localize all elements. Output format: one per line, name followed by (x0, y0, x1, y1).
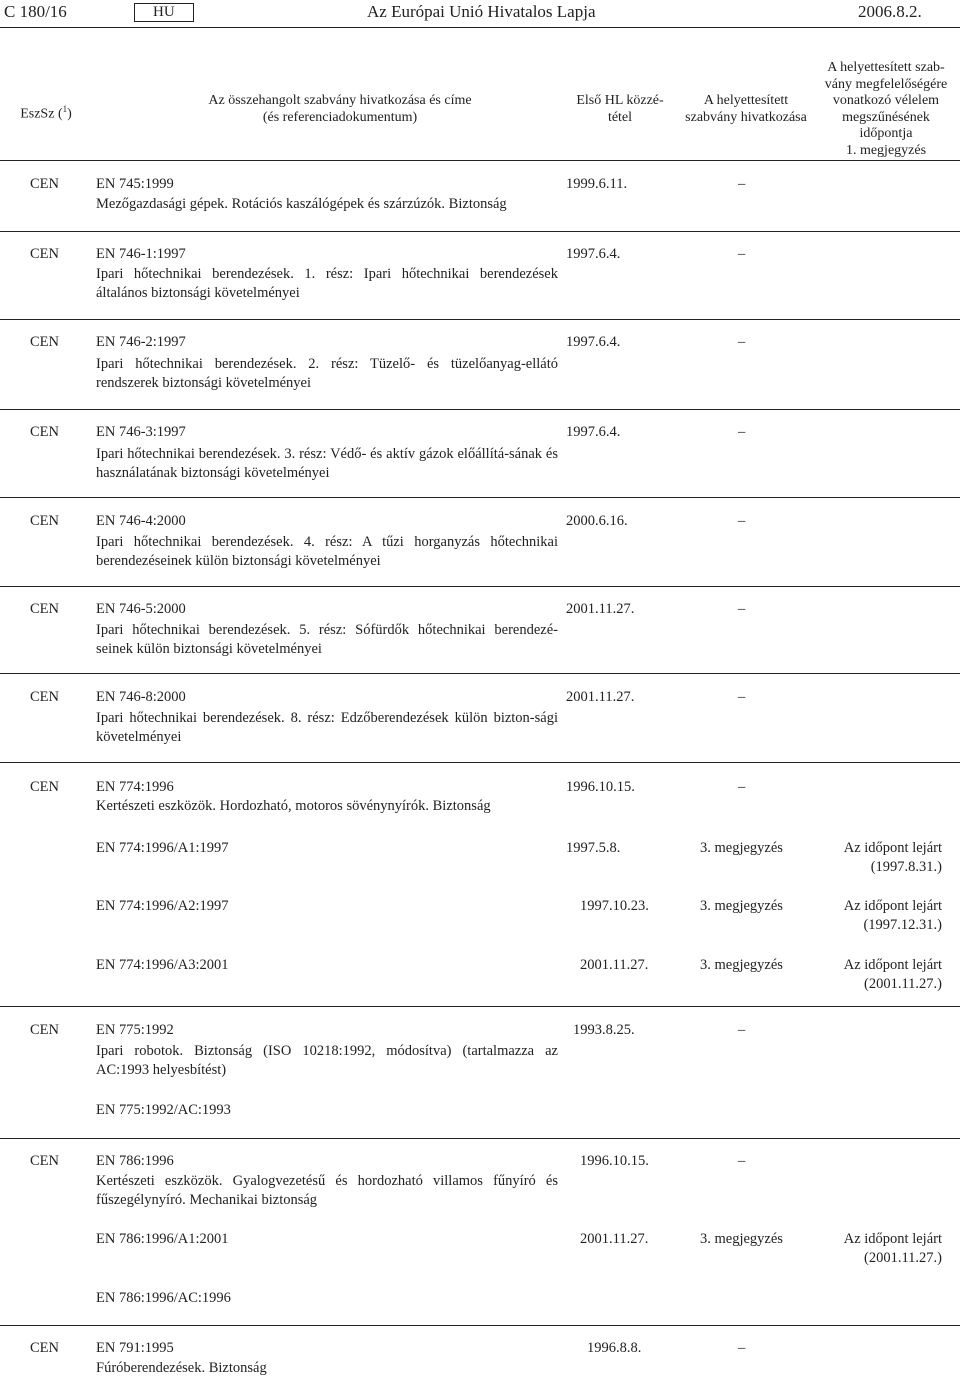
superseded-cell: – (738, 1340, 746, 1356)
publication-date-cell: 2001.11.27. (566, 601, 635, 617)
col-cessation-date: A helyettesített szab- vány megfelelőségére vonatkozó vélelem megszűnésének időpontja 1. megjegyzés (824, 60, 948, 158)
superseded-cell: 3. megjegyzés (700, 840, 783, 856)
cessation-date-cell: Az időpont lejárt (1997.8.31.) (843, 840, 942, 875)
org-cell: CEN (30, 334, 59, 350)
title-cell: Kertészeti eszközök. Gyalogvezetésű és hordozható villamos fűnyíró és fűszegélynyíró. Mechanikai biztonság (96, 1173, 558, 1208)
title-cell: Ipari hőtechnikai berendezések. 2. rész: Tüzelő- és tüzelőanyag-ellátó rendszerek biztonsági követelményei (96, 356, 558, 391)
superseded-cell: – (738, 1022, 746, 1038)
reference-cell: EN 746-8:2000 (96, 689, 186, 705)
org-cell: CEN (30, 689, 59, 705)
org-cell: CEN (30, 176, 59, 192)
page-reference: C 180/16 (4, 2, 67, 21)
reference-cell: EN 746-4:2000 (96, 513, 186, 529)
cessation-date-cell: Az időpont lejárt (2001.11.27.) (843, 1231, 942, 1266)
org-cell: CEN (30, 779, 59, 795)
org-cell: CEN (30, 1022, 59, 1038)
row-divider (0, 409, 960, 410)
col-reference: Az összehangolt szabvány hivatkozása és címe (és referenciadokumentum) (208, 93, 472, 125)
publication-date-cell: 1996.10.15. (566, 779, 635, 795)
org-cell: CEN (30, 1340, 59, 1356)
publication-date-cell: 2000.6.16. (566, 513, 628, 529)
superseded-cell: – (738, 424, 746, 440)
publication-date-cell: 1993.8.25. (573, 1022, 635, 1038)
reference-cell: EN 786:1996/AC:1996 (96, 1290, 231, 1306)
row-divider (0, 231, 960, 232)
publication-date-cell: 1997.10.23. (580, 898, 649, 914)
reference-cell: EN 786:1996/A1:2001 (96, 1231, 229, 1247)
reference-cell: EN 745:1999 (96, 176, 174, 192)
title-cell: Ipari hőtechnikai berendezések. 4. rész: A tűzi horganyzás hőtechnikai berendezéseinek külön biztonsági követelményei (96, 534, 558, 569)
running-header (0, 0, 960, 26)
reference-cell: EN 774:1996/A2:1997 (96, 898, 229, 914)
superseded-cell: – (738, 689, 746, 705)
publication-date-cell: 1996.10.15. (580, 1153, 649, 1169)
publication-date: 2006.8.2. (858, 2, 922, 21)
reference-cell: EN 775:1992 (96, 1022, 174, 1038)
table-header-rule (0, 160, 960, 161)
reference-cell: EN 746-3:1997 (96, 424, 186, 440)
row-divider (0, 1325, 960, 1326)
cessation-date-cell: Az időpont lejárt (2001.11.27.) (843, 957, 942, 992)
reference-cell: EN 746-1:1997 (96, 246, 186, 262)
row-divider (0, 1006, 960, 1007)
col-eszsz: EszSz ($^1$) (20, 104, 72, 122)
title-cell: Kertészeti eszközök. Hordozható, motoros sövénynyírók. Biztonság (96, 798, 491, 814)
superseded-cell: – (738, 246, 746, 262)
publication-date-cell: 1996.8.8. (587, 1340, 642, 1356)
row-divider (0, 673, 960, 674)
journal-title: Az Európai Unió Hivatalos Lapja (367, 2, 596, 21)
cessation-date-cell: Az időpont lejárt (1997.12.31.) (843, 898, 942, 933)
header-rule (0, 27, 960, 28)
publication-date-cell: 1997.6.4. (566, 246, 621, 262)
title-cell: Ipari hőtechnikai berendezések. 5. rész: Sófürdők hőtechnikai berendezé-seinek külön biztonsági követelményei (96, 622, 558, 657)
publication-date-cell: 1997.5.8. (566, 840, 621, 856)
row-divider (0, 762, 960, 763)
publication-date-cell: 1997.6.4. (566, 424, 621, 440)
reference-cell: EN 774:1996/A1:1997 (96, 840, 229, 856)
superseded-cell: – (738, 334, 746, 350)
publication-date-cell: 1999.6.11. (566, 176, 628, 192)
reference-cell: EN 746-2:1997 (96, 334, 186, 350)
superseded-cell: – (738, 601, 746, 617)
reference-cell: EN 746-5:2000 (96, 601, 186, 617)
col-superseded: A helyettesített szabvány hivatkozása (685, 93, 807, 125)
reference-cell: EN 775:1992/AC:1993 (96, 1102, 231, 1118)
title-cell: Ipari hőtechnikai berendezések. 3. rész: Védő- és aktív gázok előállítá-sának és használatának biztonsági követelményei (96, 446, 558, 481)
reference-cell: EN 774:1996 (96, 779, 174, 795)
row-divider (0, 319, 960, 320)
publication-date-cell: 1997.6.4. (566, 334, 621, 350)
language-code: HU (134, 3, 194, 22)
reference-cell: EN 774:1996/A3:2001 (96, 957, 229, 973)
title-cell: Ipari hőtechnikai berendezések. 1. rész: Ipari hőtechnikai berendezések általános biztonsági követelményei (96, 266, 558, 301)
superseded-cell: – (738, 513, 746, 529)
publication-date-cell: 2001.11.27. (566, 689, 635, 705)
col-first-publication: Első HL közzé- tétel (576, 93, 664, 125)
row-divider (0, 1138, 960, 1139)
org-cell: CEN (30, 513, 59, 529)
org-cell: CEN (30, 424, 59, 440)
org-cell: CEN (30, 1153, 59, 1169)
superseded-cell: – (738, 176, 746, 192)
title-cell: Fúróberendezések. Biztonság (96, 1360, 267, 1376)
superseded-cell: 3. megjegyzés (700, 957, 783, 973)
superseded-cell: 3. megjegyzés (700, 898, 783, 914)
superseded-cell: – (738, 779, 746, 795)
reference-cell: EN 791:1995 (96, 1340, 174, 1356)
title-cell: Ipari hőtechnikai berendezések. 8. rész: Edzőberendezések külön bizton-sági követelményei (96, 710, 558, 745)
superseded-cell: – (738, 1153, 746, 1169)
row-divider (0, 586, 960, 587)
publication-date-cell: 2001.11.27. (580, 1231, 649, 1247)
title-cell: Mezőgazdasági gépek. Rotációs kaszálógépek és szárzúzók. Biztonság (96, 196, 507, 212)
publication-date-cell: 2001.11.27. (580, 957, 649, 973)
org-cell: CEN (30, 601, 59, 617)
org-cell: CEN (30, 246, 59, 262)
superseded-cell: 3. megjegyzés (700, 1231, 783, 1247)
row-divider (0, 497, 960, 498)
title-cell: Ipari robotok. Biztonság (ISO 10218:1992, módosítva) (tartalmazza az AC:1993 helyesbítést) (96, 1043, 558, 1078)
reference-cell: EN 786:1996 (96, 1153, 174, 1169)
